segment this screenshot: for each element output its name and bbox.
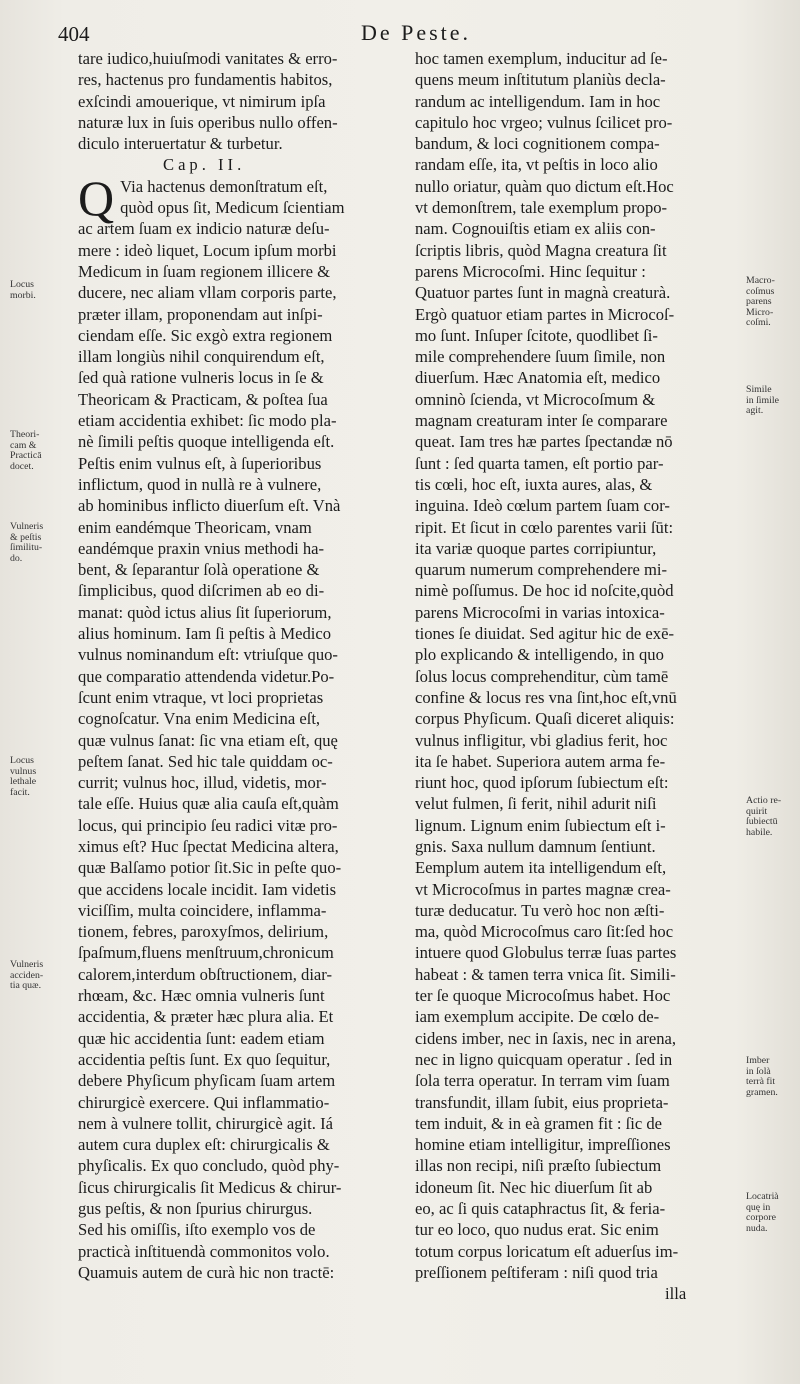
- margin-note-line: coſmi.: [746, 317, 771, 328]
- margin-note-line: in ſimile: [746, 394, 779, 406]
- text-line: corpus Phyſicum. Quaſi diceret aliquis:: [415, 709, 675, 729]
- margin-note-line: habile.: [746, 826, 773, 838]
- text-line: randum ac intelligendum. Iam in hoc: [415, 91, 661, 111]
- text-line: Eemplum autem ita intelligendum eſt,: [415, 858, 667, 878]
- margin-note-line: parens: [746, 296, 772, 307]
- margin-note-line: facit.: [10, 786, 30, 798]
- text-line: Via hactenus demonſtratum eſt,: [120, 176, 328, 196]
- margin-note-line: nuda.: [746, 1222, 768, 1234]
- text-line: vt demonſtrem, tale exemplum propo-: [415, 198, 668, 218]
- text-line: res, hactenus pro fundamentis habitos,: [78, 70, 333, 90]
- text-line: queat. Iam tres hæ partes ſpectandæ nō: [415, 432, 673, 452]
- margin-note-line: coſmus: [746, 285, 775, 297]
- text-line: exſcindi amouerique, vt nimirum ipſa: [78, 91, 326, 111]
- text-line: practicà inſtituendà commonitos volo.: [78, 1241, 330, 1261]
- text-line: nec in ligno quicquam operatur . ſed in: [415, 1049, 673, 1069]
- text-line: Sed his omiſſis, iſto exemplo vos de: [78, 1220, 316, 1240]
- text-line: transfundit, illam ſubit, eius proprieta-: [415, 1092, 669, 1112]
- text-line: peſtem ſanat. Sed hic tale quiddam oc-: [78, 751, 333, 771]
- text-line: nem à vulnere tollit, chirurgicè agit. Iá: [78, 1113, 333, 1133]
- margin-note-line: Vulneris: [10, 959, 44, 970]
- text-line: intuere quod Globulus terræ ſuas partes: [415, 943, 677, 963]
- margin-note-line: Locatrià: [746, 1191, 779, 1202]
- margin-note-line: cam &: [10, 439, 37, 451]
- text-line: diuerſum. Hæc Anatomia eſt, medico: [415, 368, 661, 388]
- text-line: quòd opus ſit, Medicum ſcientiam: [120, 198, 345, 218]
- margin-note-left: [10, 280, 62, 301]
- text-line: parens Microcoſmi. Hinc ſequitur :: [415, 261, 646, 281]
- text-line: Peſtis enim vulnus eſt, à ſuperioribus: [78, 453, 322, 473]
- margin-note-line: vulnus: [10, 765, 37, 777]
- text-line: parens Microcoſmi in varias intoxica-: [415, 602, 665, 622]
- text-line: chirurgicè exercere. Qui inflammatio-: [78, 1092, 330, 1112]
- margin-note-line: tia quæ.: [10, 980, 42, 991]
- text-line: ita ſe habet. Superiora autem arma fe-: [415, 751, 666, 771]
- text-line: mo ſunt. Inſuper ſcitote, quodlibet ſi-: [415, 325, 658, 345]
- text-line: viciſſim, multa coincidere, inflamma-: [78, 900, 327, 920]
- text-line: gnis. Saxa nullum damnum ſentiunt.: [415, 836, 656, 856]
- text-line: capitulo hoc vrgeo; vulnus ſcilicet pro-: [415, 112, 673, 132]
- text-line: etiam accidentia exhibet: ſic modo pla-: [78, 411, 337, 431]
- margin-note-left: [10, 522, 62, 564]
- margin-note-line: Actio re-: [746, 795, 782, 806]
- text-line: enim eandémque Theoricam, vnam: [78, 517, 312, 537]
- margin-note-line: Theori-: [10, 429, 40, 440]
- text-line: calorem,interdum obſtructionem, diar-: [78, 964, 333, 984]
- text-line: tale eſſe. Huius quæ alia cauſa eſt,quàm: [78, 794, 339, 814]
- text-line: homine etiam intelligitur, impreſſiones: [415, 1135, 671, 1155]
- text-line: habeat : & tamen terra vnica ſit. Simili-: [415, 964, 676, 984]
- margin-note-line: Imber: [746, 1055, 770, 1066]
- text-line: tiones ſe diuidat. Sed agitur hic de exē-: [415, 624, 674, 644]
- text-line: omninò ſcienda, vt Microcoſmum &: [415, 389, 656, 409]
- text-line: tis cœli, hoc eſt, iuxta aures, alas, &: [415, 474, 653, 494]
- left-intro-text: [78, 48, 394, 154]
- right-column: [415, 48, 737, 1305]
- running-title: De Peste.: [360, 20, 472, 45]
- text-line: idoneum ſit. Nec hic diuerſum ſit ab: [415, 1177, 653, 1197]
- text-line: ximus eſt? Huc ſpectat Medicina altera,: [78, 836, 339, 856]
- margin-note-line: lethale: [10, 776, 37, 787]
- text-line: gus peſtis, & non ſpurius chirurgus.: [78, 1199, 313, 1219]
- margin-note-left: [10, 960, 62, 992]
- margin-note-right: [746, 1192, 798, 1234]
- margin-note-line: Vulneris: [10, 521, 44, 532]
- margin-note-line: quirit: [746, 805, 768, 817]
- text-line: quarum numerum comprehendere mi-: [415, 560, 668, 580]
- page-number: 404: [58, 22, 90, 46]
- text-line: ter ſe quoque Microcoſmus habet. Hoc: [415, 986, 671, 1006]
- margin-note-line: terrà fit: [746, 1076, 776, 1087]
- text-line: ſpaſmum,fluens menſtruum,chronicum: [78, 943, 334, 963]
- text-line: accidentia, & præter hæc plura alia. Et: [78, 1007, 334, 1027]
- margin-note-line: Simile: [746, 384, 772, 395]
- text-line: currit; vulnus hoc, illud, videtis, mor-: [78, 773, 327, 793]
- margin-note-left: [10, 756, 62, 798]
- text-line: tur eo loco, quo nudus erat. Sic enim: [415, 1220, 659, 1240]
- text-line: alius hominum. Iam ſi peſtis à Medico: [78, 624, 332, 644]
- right-body-text: [415, 48, 737, 1283]
- text-line: quæ Balſamo potior ſit.Sic in peſte quo-: [78, 858, 342, 878]
- text-line: diculo interuertatur & turbetur.: [78, 134, 283, 154]
- text-line: ab hominibus inflicto diuerſum eſt. Vnà: [78, 496, 341, 516]
- left-column: [78, 48, 394, 1283]
- text-line: accidentia peſtis ſunt. Ex quo ſequitur,: [78, 1049, 331, 1069]
- margin-note-line: Locus: [10, 279, 34, 290]
- margin-note-line: acciden-: [10, 969, 44, 981]
- text-line: lignum. Lignum enim ſubiectum eſt i-: [415, 815, 666, 835]
- text-line: Medicum in ſuam regionem illicere &: [78, 261, 331, 281]
- margin-note-line: do.: [10, 552, 23, 564]
- text-line: ac artem ſuam ex indicio naturæ deſu-: [78, 219, 330, 239]
- text-line: que accidens locale incidit. Iam videtis: [78, 879, 337, 899]
- text-line: mere : ideò liquet, Locum ipſum morbi: [78, 240, 337, 260]
- text-line: Quatuor partes ſunt in magnà creaturà.: [415, 283, 671, 303]
- chapter-heading: Cap. II.: [163, 155, 246, 175]
- margin-note-right: [746, 796, 798, 838]
- text-line: randam eſſe, ita, vt peſtis in loco alio: [415, 155, 658, 175]
- text-line: ſunt : ſed quarta tamen, eſt portio par-: [415, 453, 664, 473]
- text-line: phyſicalis. Ex quo concludo, quòd phy-: [78, 1156, 340, 1176]
- text-line: mile comprehendere ſuum ſimile, non: [415, 347, 666, 367]
- text-line: quens meum inſtitutum planiùs decla-: [415, 70, 666, 90]
- text-line: bandum, & loci cognitionem compa-: [415, 134, 660, 154]
- text-line: præter illam, proponendam aut inſpi-: [78, 304, 323, 324]
- text-line: magnam creaturam inter ſe comparare: [415, 411, 668, 431]
- text-line: debere Phyſicum phyſicam ſuam artem: [78, 1071, 336, 1091]
- text-line: rhœam, &c. Hæc omnia vulneris ſunt: [78, 986, 325, 1006]
- margin-note-line: morbi.: [10, 289, 36, 301]
- text-line: vt Microcoſmus in partes magnæ crea-: [415, 879, 671, 899]
- text-line: ſolus locus comprehenditur, cùm tamē: [415, 666, 669, 686]
- text-line: ducere, nec aliam vllam corporis parte,: [78, 283, 337, 303]
- text-line: ita variæ quoque partes corripiuntur,: [415, 538, 657, 558]
- margin-note-line: in ſolà: [746, 1065, 771, 1077]
- text-line: ſed quà ratione vulneris locus in ſe &: [78, 368, 324, 388]
- text-line: nullo oriatur, quàm quo dictum eſt.Hoc: [415, 176, 674, 196]
- text-line: quæ vulnus ſanat: ſic vna etiam eſt, quę: [78, 730, 338, 750]
- margin-note-line: corpore: [746, 1212, 776, 1223]
- text-line: totum corpus loricatum eſt aduerſus im-: [415, 1241, 679, 1261]
- margin-note-line: quę in: [746, 1201, 771, 1213]
- text-line: illas non recipi, niſi præſto ſubiectum: [415, 1156, 662, 1176]
- text-line: ſimplicibus, quod diſcrimen ab eo di-: [78, 581, 325, 601]
- text-line: eo, ac ſi quis cataphractus ſit, & feria-: [415, 1199, 666, 1219]
- drop-cap: Q: [78, 169, 115, 226]
- text-line: tare iudico,huiuſmodi vanitates & erro-: [78, 49, 338, 68]
- text-line: riunt hoc, quod ipſorum ſubiectum eſt:: [415, 773, 669, 793]
- margin-note-line: docet.: [10, 460, 34, 472]
- text-line: quæ hic accidentia ſunt: eadem etiam: [78, 1028, 325, 1048]
- text-line: tionem, febres, paroxyſmos, delirium,: [78, 922, 329, 942]
- margin-note-line: Practicā: [10, 450, 42, 461]
- margin-note-line: gramen.: [746, 1086, 778, 1098]
- text-line: ſicus chirurgicalis ſit Medicus & chirur-: [78, 1177, 342, 1197]
- margin-note-line: & peſtis: [10, 531, 42, 543]
- text-line: nimè poſſumus. De hoc id noſcite,quòd: [415, 581, 674, 601]
- text-line: Ergò quatuor etiam partes in Microcoſ-: [415, 304, 675, 324]
- text-line: vulnus nominandum eſt: vtriuſque quo-: [78, 645, 338, 665]
- text-line: ripit. Et ſicut in cœlo parentes varii ſūt:: [415, 517, 674, 537]
- text-line: locus, qui principio ſeu radici vitæ pro-: [78, 815, 338, 835]
- text-line: illam longiùs nihil conquirendum eſt,: [78, 347, 325, 367]
- text-line: hoc tamen exemplum, inducitur ad ſe-: [415, 49, 668, 68]
- text-line: ciendam eſſe. Sic exgò extra regionem: [78, 325, 333, 345]
- text-line: nè ſimili peſtis quoque intelligenda eſt.: [78, 432, 335, 452]
- text-line: bent, & ſeparantur ſolà operatione &: [78, 560, 320, 580]
- text-line: manat: quòd ictus alius ſit ſuperiorum,: [78, 602, 332, 622]
- margin-note-right: [746, 1056, 798, 1098]
- margin-note-line: Macro-: [746, 275, 775, 286]
- text-line: tem induit, & in eà gramen fit : ſic de: [415, 1113, 662, 1133]
- dropcap-paragraph: [78, 169, 394, 226]
- text-line: nam. Cognouiſtis etiam ex aliis con-: [415, 219, 656, 239]
- text-line: ſola terra operatur. In terram vim ſuam: [415, 1071, 670, 1091]
- text-line: preſſionem peſtiferam : niſi quod tria: [415, 1262, 658, 1282]
- text-line: Quamuis autem de curà hic non tractē:: [78, 1262, 335, 1282]
- text-line: plo explicando & intelligendo, in quo: [415, 645, 664, 665]
- text-line: inflictum, quod in nullà re à vulnere,: [78, 474, 322, 494]
- text-line: velut fulmen, ſi ferit, nihil adurit niſi: [415, 794, 657, 814]
- text-line: ſcriptis libris, quòd Magna creatura ſit: [415, 240, 667, 260]
- text-line: vulnus infligitur, vbi gladius ferit, hoc: [415, 730, 668, 750]
- margin-note-line: Micro-: [746, 306, 774, 318]
- margin-note-line: ſimilitu-: [10, 542, 43, 553]
- text-line: autem cura duplex eſt: chirurgicalis &: [78, 1135, 330, 1155]
- text-line: que comparatio attendenda videtur.Po-: [78, 666, 335, 686]
- left-body-text: [78, 218, 394, 1283]
- dropcap-lines: [78, 169, 394, 226]
- margin-note-right: [746, 276, 798, 329]
- text-line: naturæ lux in ſuis operibus nullo offen-: [78, 112, 338, 132]
- text-line: confine & locus res vna ſint,hoc eſt,vnū: [415, 687, 677, 707]
- text-line: inguina. Ideò cœlum partem ſuam cor-: [415, 496, 670, 516]
- catchword: illa: [665, 1284, 687, 1304]
- margin-note-line: Locus: [10, 755, 34, 766]
- text-line: turæ deducatur. Tu verò hoc non æſti-: [415, 900, 665, 920]
- margin-note-line: agit.: [746, 405, 764, 416]
- text-line: eandémque praxin vnius methodi ha-: [78, 538, 325, 558]
- margin-note-right: [746, 385, 798, 417]
- text-line: ſcunt enim vtraque, vt loci proprietas: [78, 687, 324, 707]
- margin-note-line: ſubiectū: [746, 816, 778, 827]
- text-line: iam exemplum accipite. De cœlo de-: [415, 1007, 660, 1027]
- text-line: ma, quòd Microcoſmus caro ſit:ſed hoc: [415, 922, 674, 942]
- text-line: cidens imber, nec in ſaxis, nec in arena,: [415, 1028, 677, 1048]
- text-line: Theoricam & Practicam, & poſtea ſua: [78, 389, 328, 409]
- margin-note-left: [10, 430, 62, 472]
- text-line: cognoſcatur. Vna enim Medicina eſt,: [78, 709, 321, 729]
